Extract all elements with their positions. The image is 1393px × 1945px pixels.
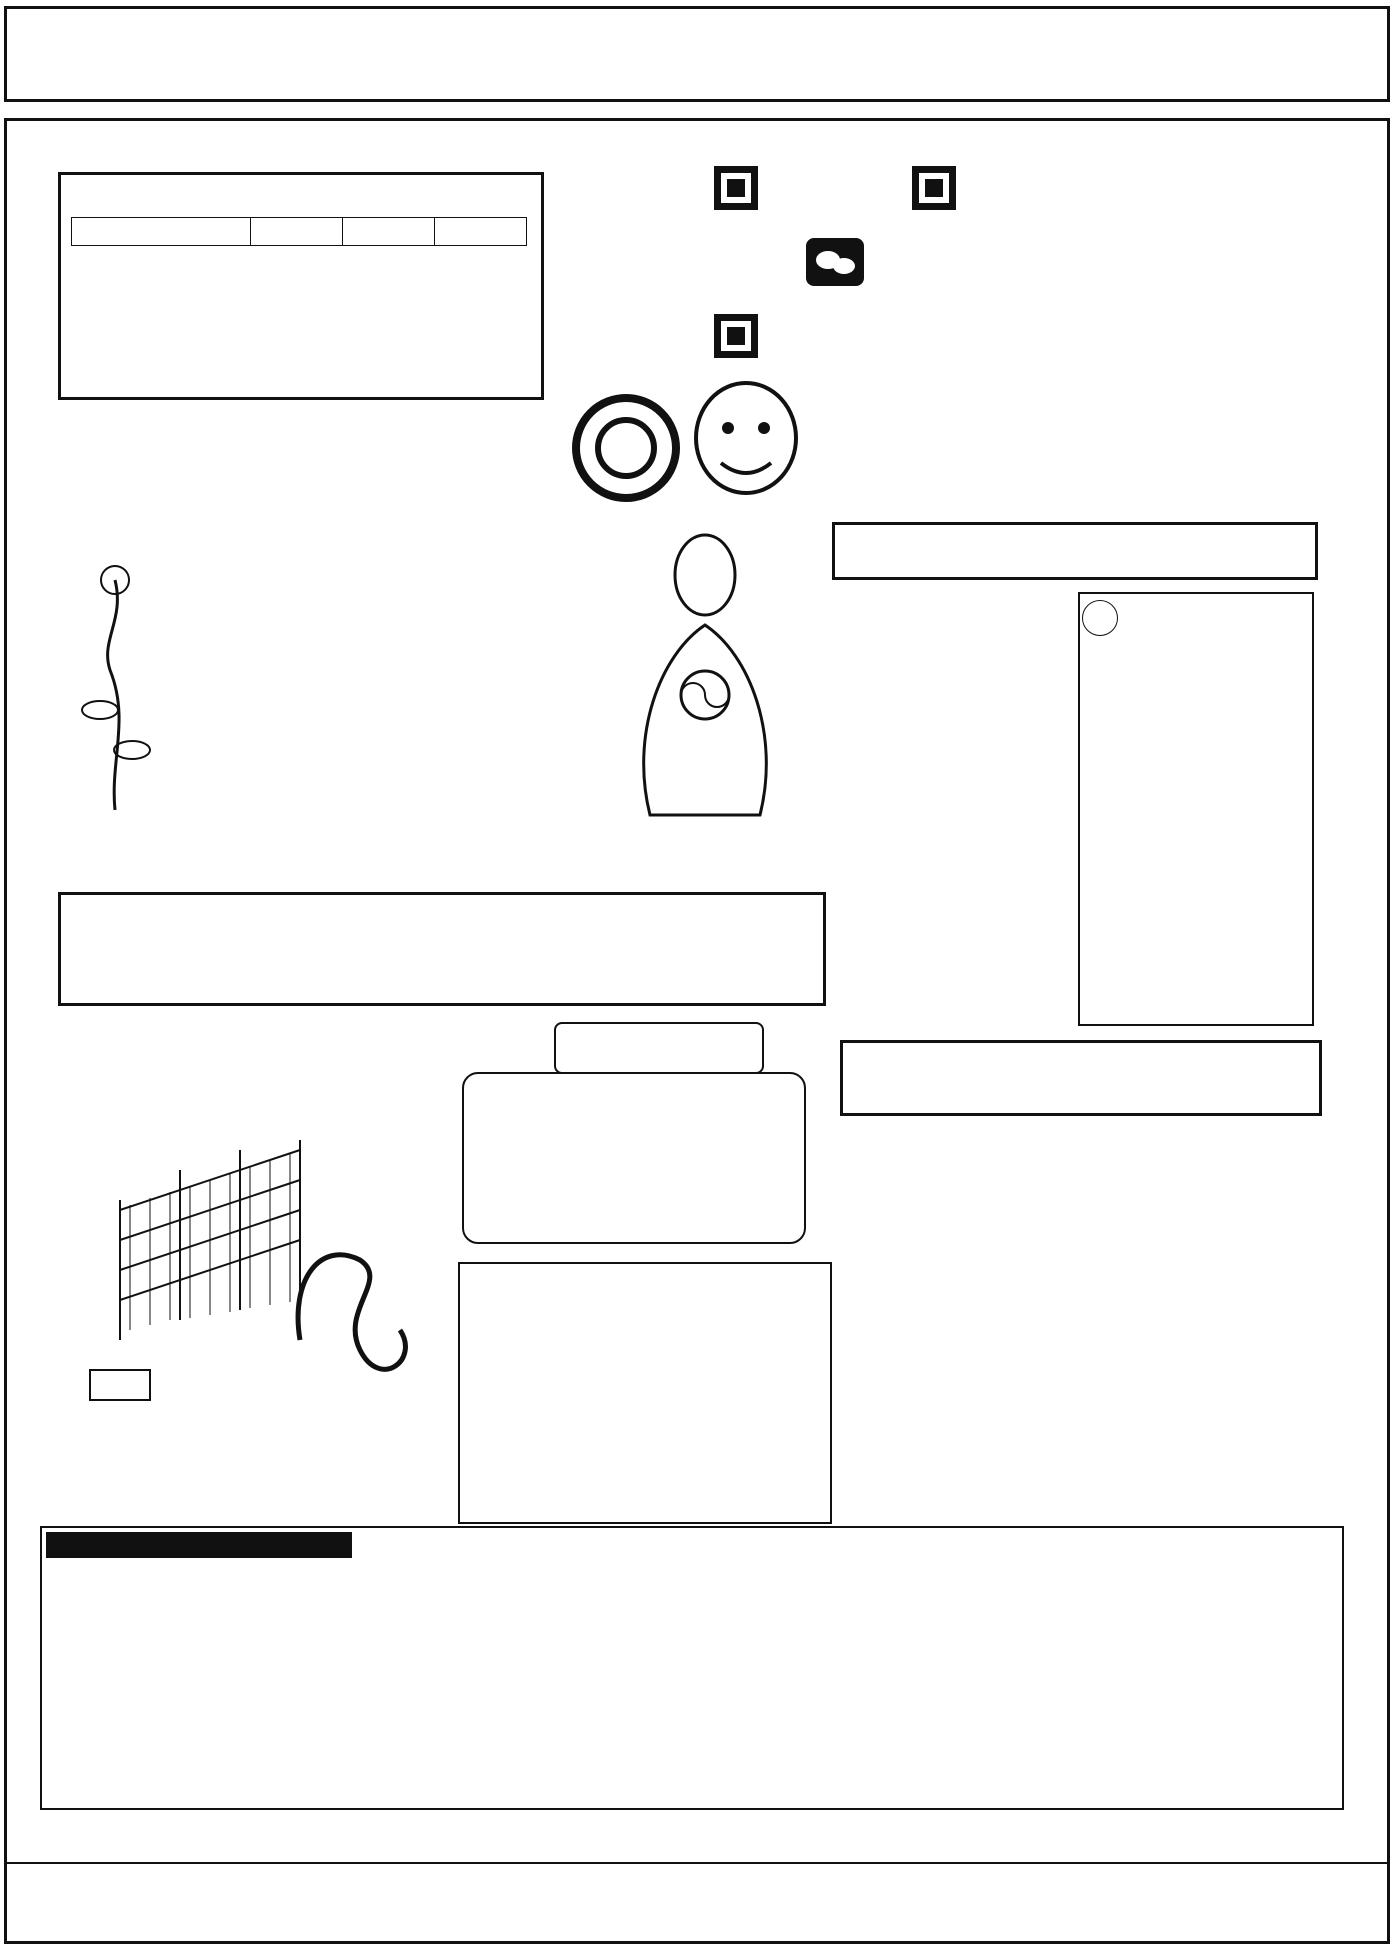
door-table-panel [58,172,544,400]
odd-even-title [1082,600,1118,642]
marksix-logo-box [832,522,1318,580]
qr-code-icon[interactable] [710,162,960,362]
odd-even-title-b [1082,600,1118,636]
odd-even-panel [1078,592,1314,1026]
flower-illustration [70,560,160,820]
master-text [930,638,958,1018]
door-table [71,217,527,246]
door-header [72,218,251,246]
bottom-divider [4,1862,1387,1864]
god-face-illustration [556,368,886,508]
results-trend-chart [354,1532,1338,1802]
zeng-title-box [840,1040,1322,1116]
results-panel [40,1526,1344,1810]
masthead [4,6,1390,102]
master-statue-illustration [590,515,820,825]
offer-header [435,218,527,246]
cold-header [343,218,435,246]
secret-panel [58,892,826,1006]
hot-header [251,218,343,246]
fence-snake-illustration [60,1080,430,1430]
qr-panel [700,134,968,366]
odd-even-text [1160,644,1184,1014]
results-title-bg [46,1532,352,1558]
treasure-title-box [554,1022,764,1074]
treasure-scroll [462,1072,806,1244]
luck-panel [458,1262,832,1524]
